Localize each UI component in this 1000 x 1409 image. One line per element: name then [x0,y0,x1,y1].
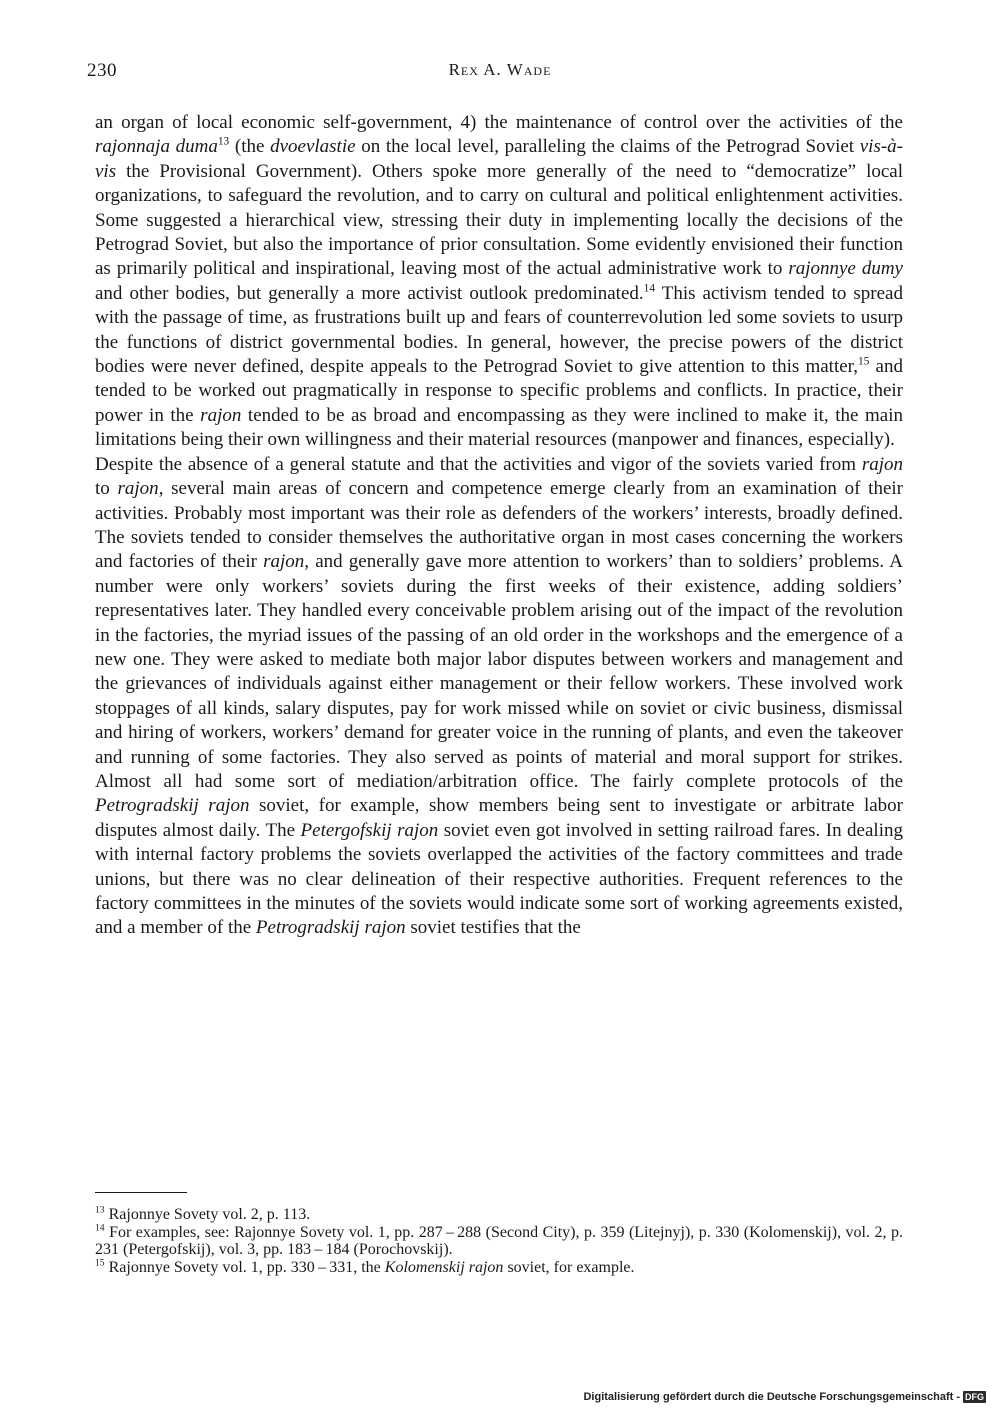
text-run: soviet, for example. [503,1258,635,1276]
text-run: (the [229,136,271,158]
footnote-rule [95,1192,187,1193]
text-run: and tended to be worked out pragmatically in response to specific problems and conflicts. In practice, their power in the [95,356,903,426]
text-run: Despite the absence of a general statute and that the activities and vigor of the soviets varied from [95,453,862,475]
footnote-ref: 13 [217,136,230,149]
italic-text: vis-à-vis [95,136,903,182]
paragraph [95,111,903,453]
italic-text: dvoevlastie [270,136,356,158]
text-run: on the local level, paralleling the claims of the Petrograd Soviet [355,136,860,158]
italic-text: Kolomenskij rajon [384,1258,504,1276]
body-text [95,111,903,941]
footnote [95,1224,903,1259]
text-run: soviet testifies that the [405,917,581,939]
italic-text: rajon [200,404,242,426]
text-run: Rajonnye Sovety vol. 2, p. 113. [104,1206,311,1223]
running-head: Rex A. Wade [448,60,552,79]
paragraph [95,453,903,941]
text-run: , several main areas of concern and competence emerge clearly from an examination of their activities. Probably most important was their role as defenders of the workers’ interests, broadly defined. The soviets tended to consider themselves the authoritative organ in most cases concerning the workers and factories of their [95,478,904,573]
text-run: tended to be as broad and encompassing as they were inclined to make it, the main limitations being their own willingness and their material resources (manpower and finances, especially). [95,404,903,451]
italic-text: rajon, [263,551,310,573]
footnotes [95,1206,903,1276]
funding-footer [583,1391,986,1403]
footnote-ref: 15 [95,1257,105,1269]
footnote-ref: 13 [95,1204,105,1216]
italic-text: Petergofskij rajon [300,819,439,841]
footnote [95,1206,903,1224]
italic-text: rajonnye dumy [788,258,903,280]
footnote-ref: 15 [857,355,870,368]
italic-text: Petrogradskij rajon [95,795,250,817]
text-run: and generally gave more attention to workers’ than to soldiers’ problems. A number were only workers’ soviets during the first weeks of their existence, adding soldiers’ representatives later. They handled every conceivable problem arising out of the impact of the revolution in the factories, the myriad issues of the passing of an old order in the workshops and the emergence of a new one. They were asked to mediate both major labor disputes between workers and management and the grievances of individuals against either management or their fellow workers. These involved work stoppages of all kinds, salary disputes, pay for work missed while on soviet or civic business, dismissal and hiring of workers, workers’ demand for greater voice in the running of plants, and even the takeover and running of some factories. They also served as points of material and moral support for strikes. Almost all had some sort of mediation/arbitration office. The fairly complete protocols of the [95,551,903,792]
text-run: Rajonnye Sovety vol. 1, pp. 330 – 331, the [104,1258,385,1276]
dfg-logo: DFG [965,1392,984,1402]
footnote [95,1259,903,1277]
footnote-ref: 14 [643,282,656,295]
italic-text: rajon [117,478,159,500]
footnote-ref: 14 [95,1222,105,1234]
text-run: For examples, see: Rajonnye Sovety vol. 1, pp. 287 – 288 (Second City), p. 359 (Litejnyj), p. 330 (Kolomenskij), vol. 2, p. 231 (Petergofskij), vol. 3, pp. 183 – 184 (Porochovskij). [95,1223,903,1258]
text-run: soviet, for example, show members being sent to investigate or arbitrate labor disputes almost daily. The [95,795,903,841]
text-run: an organ of local economic self-government, 4) the maintenance of control over the activities of the [95,112,903,133]
page-number: 230 [87,60,117,81]
text-run: This activism tended to spread with the passage of time, as frustrations built up and fears of counterrevolution led some soviets to usurp the functions of district governmental bodies. In general, however, the precise powers of the district bodies were never defined, despite appeals to the Petrograd Soviet to give attention to this matter, [95,282,903,378]
italic-text: rajonnaja duma [95,136,218,158]
italic-text: Petrogradskij rajon [255,917,406,939]
text-run: the Provisional Government). Others spoke more generally of the need to “democratize” local organizations, to safeguard the revolution, and to carry on cultural and political enlightenment activities. Some suggested a hierarchical view, stressing their duty in implementing locally the decisions of the Petrograd Soviet, but also the importance of prior consultation. Some evidently envisioned their function as primarily political and inspirational, leaving most of the actual administrative work to [95,160,903,280]
italic-text: rajon [861,453,903,475]
funding-text: Digitalisierung gefördert durch die Deutsche Forschungsgemeinschaft - [583,1391,960,1403]
text-run: and other bodies, but generally a more activist outlook predominated. [95,282,644,304]
text-run: to [95,478,118,500]
text-run: soviet even got involved in setting railroad fares. In dealing with internal factory problems the soviets overlapped the activities of the factory committees and trade unions, but there was no clear delineation of their respective authorities. Frequent references to the factory committees in the minutes of the soviets would indicate some sort of working agreements existed, and a member of the [95,819,903,939]
